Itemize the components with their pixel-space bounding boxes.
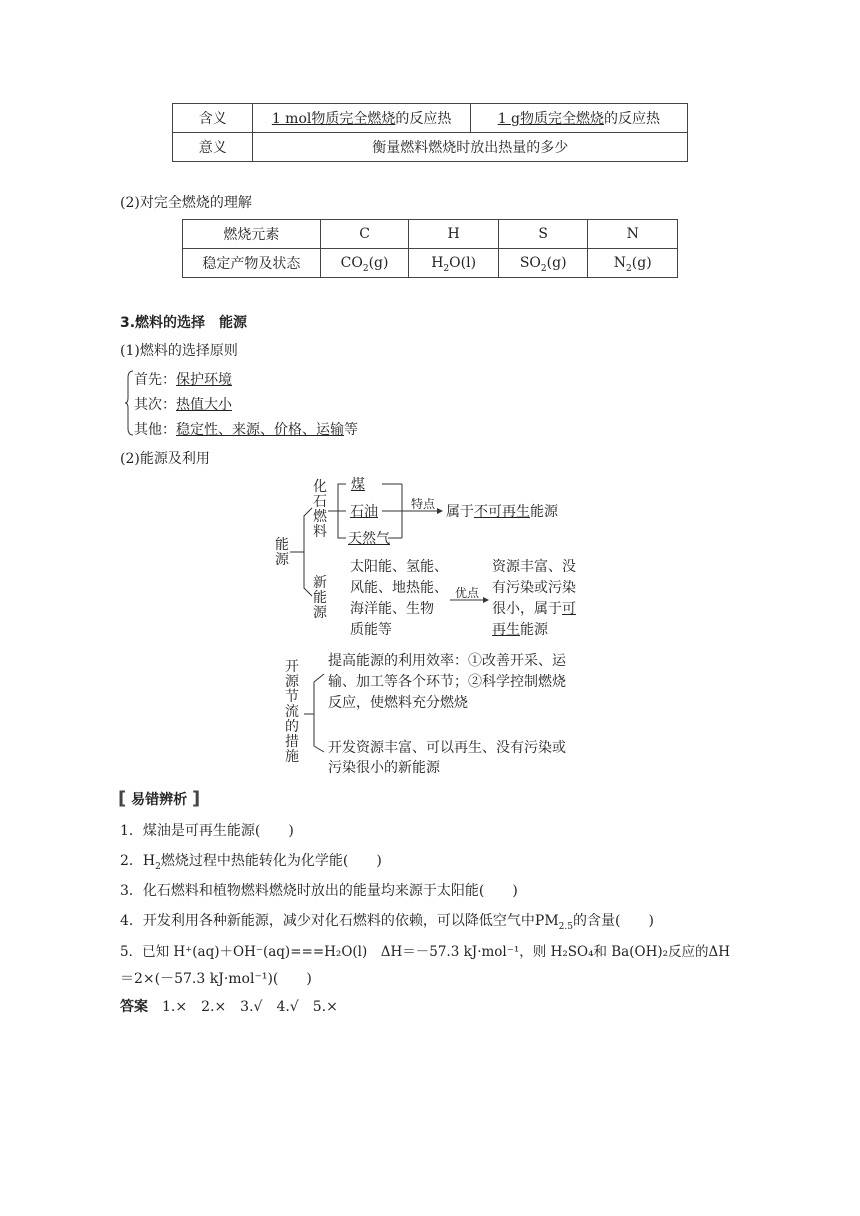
table-cell <box>470 104 687 133</box>
question-3: 3．化石燃料和植物燃料燃烧时放出的能量均来源于太阳能( ) <box>120 883 518 899</box>
answer-line <box>120 996 338 1016</box>
definition-table <box>172 103 688 162</box>
fossil-label: 化石燃料 <box>313 479 327 540</box>
new-result-line: 再生能源 <box>492 622 548 638</box>
new-energy-label: 新能源 <box>313 575 327 621</box>
root-label: 能源 <box>275 537 289 568</box>
principle-item: 其次：热值大小 <box>134 397 232 413</box>
underlined-answer: 1 g物质完全燃烧 <box>497 111 605 127</box>
measure-line: 反应，使燃料充分燃烧 <box>328 695 468 711</box>
product-cell: $CO_2(g)$ <box>320 249 409 278</box>
fossil-result: 属于不可再生能源 <box>446 504 558 520</box>
table-row <box>183 249 678 278</box>
energy-diagram <box>270 476 600 776</box>
answer-values: 1.× 2.× 3.√ 4.√ 5.× <box>162 999 338 1015</box>
product-cell: $N_2(g)$ <box>588 249 678 278</box>
row-label: 稳定产物及状态 <box>183 249 321 278</box>
combustion-table <box>182 219 678 278</box>
cell-text: 的反应热 <box>604 111 661 127</box>
measure-line: 输、加工等各个环节；②科学控制燃烧 <box>328 674 566 690</box>
question-4: 4．开发利用各种新能源，减少对化石燃料的依赖，可以降低空气中$PM_{2.5}$的含量( ) <box>120 913 654 932</box>
new-energy-item: 海洋能、生物 <box>350 601 434 617</box>
table-header-cell: N <box>588 220 678 249</box>
new-result-line: 有污染或污染 <box>492 580 576 596</box>
cell-text: 的反应热 <box>395 111 452 127</box>
fossil-item: 煤 <box>351 477 365 493</box>
row-label: 含义 <box>173 104 253 133</box>
table-header-cell: 燃烧元素 <box>183 220 321 249</box>
question-5-cont: ＝2×(－57.3 kJ·mol⁻¹)( ) <box>120 971 312 987</box>
pitfalls-heading: [ 易错辨析 ] <box>118 788 201 809</box>
product-cell: $SO_2(g)$ <box>498 249 588 278</box>
measure-line: 开发资源丰富、可以再生、没有污染或 <box>328 740 566 756</box>
subsection-heading: (2)能源及利用 <box>120 451 210 467</box>
table-cell <box>253 104 470 133</box>
underlined-answer: 1 mol物质完全燃烧 <box>271 111 396 127</box>
table-row <box>173 104 688 133</box>
measures-title: 开源节流的措施 <box>285 659 299 765</box>
table-header-cell: C <box>320 220 409 249</box>
principle-item: 首先：保护环境 <box>134 372 232 388</box>
table-row <box>173 133 688 162</box>
table-header-cell: S <box>498 220 588 249</box>
fossil-item: 天然气 <box>348 531 390 547</box>
question-2: 2．$H_2$燃烧过程中热能转化为化学能( ) <box>120 853 382 872</box>
table-header-cell: H <box>409 220 499 249</box>
principle-item: 其他：稳定性、来源、价格、运输等 <box>134 422 358 438</box>
fossil-item: 石油 <box>350 504 378 520</box>
table-cell: 衡量燃料燃烧时放出热量的多少 <box>253 133 688 162</box>
measure-line: 污染很小的新能源 <box>328 760 440 776</box>
question-5: 5．已知 H⁺(aq)＋OH⁻(aq)===H₂O(l) ΔH＝－57.3 kJ·mol⁻¹，则 H₂SO₄和 Ba(OH)₂反应的ΔH <box>120 944 731 960</box>
table-row <box>183 220 678 249</box>
new-result-line: 很小，属于可 <box>492 601 576 617</box>
question-1: 1．煤油是可再生能源( ) <box>120 823 294 839</box>
section-heading: 3.燃料的选择 能源 <box>120 315 248 331</box>
advantage-label: 优点 <box>455 586 480 600</box>
new-energy-item: 太阳能、氢能、 <box>350 559 448 575</box>
new-result-line: 资源丰富、没 <box>492 559 576 575</box>
answer-label: 答案 <box>120 999 148 1015</box>
product-cell: $H_2O(l)$ <box>409 249 499 278</box>
feature-label: 特点 <box>411 497 436 511</box>
new-energy-item: 风能、地热能、 <box>350 580 448 596</box>
brace-icon <box>125 370 133 436</box>
row-label: 意义 <box>173 133 253 162</box>
new-energy-item: 质能等 <box>350 622 392 638</box>
section-heading: (2)对完全燃烧的理解 <box>120 195 252 211</box>
measure-line: 提高能源的利用效率：①改善开采、运 <box>328 653 566 669</box>
subsection-heading: (1)燃料的选择原则 <box>120 343 238 359</box>
